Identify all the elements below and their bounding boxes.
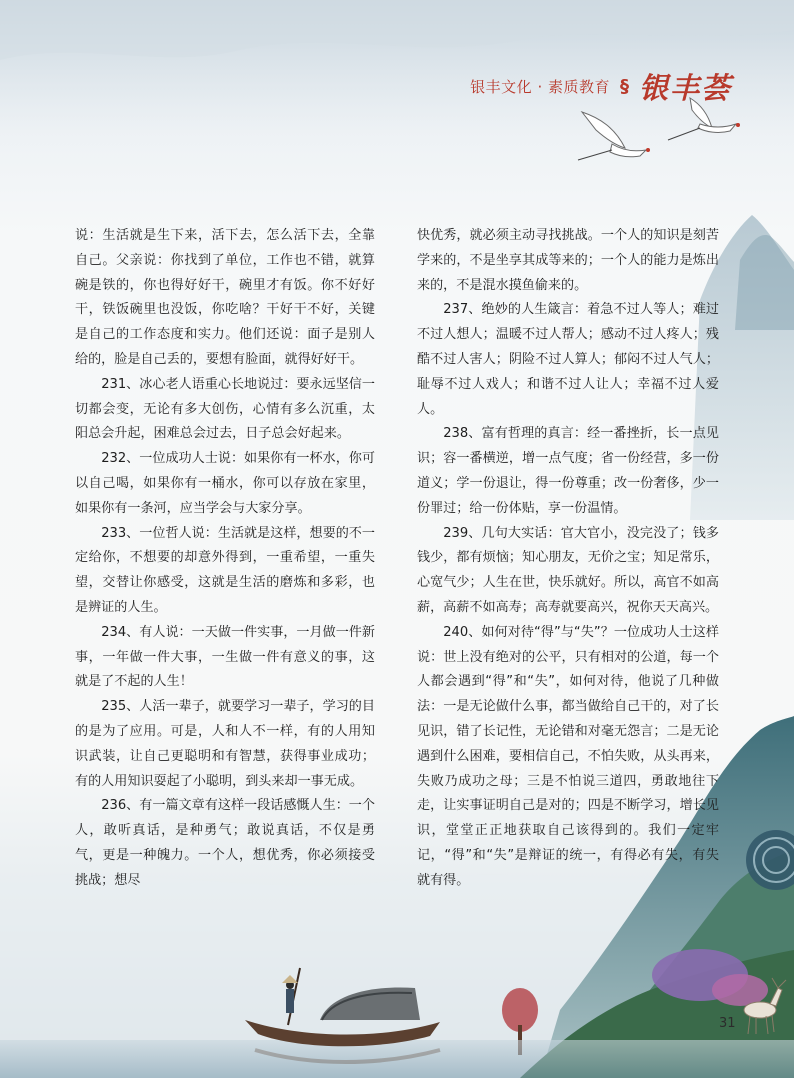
right-column (417, 224, 719, 894)
spiral-icon: § (619, 76, 629, 97)
paragraph: 234、有人说：一天做一件实事，一月做一件新事，一年做一件大事，一生做一件有意义的事，这就是了不起的人生！ (75, 624, 375, 690)
paragraph: 235、人活一辈子，就要学习一辈子，学习的目的是为了应用。可是，人和人不一样，有的人用知识武装，让自己更聪明和有智慧，获得事业成功；有的人用知识耍起了小聪明，到头来却一事无成。 (75, 699, 375, 789)
logo-calligraphy: 银丰荟 (638, 71, 732, 105)
paragraph: 240、如何对待“得”与“失”？一位成功人士这样说：世上没有绝对的公平，只有相对的公道，每一个人都会遇到“得”和“失”，如何对待，他说了几种做法：一是无论做什么事，都当做给自己干的，对了长见识，错了长记性，无论错和对毫无怨言；二是无论遇到什么困难，要相信自己，不怕失败，从头再来，失败乃成功之母；三是不怕说三道四，勇敢地往下走，让实事证明自己是对的；四是不断学习，增长见识，堂堂正正地获取自己该得到的。我们一定牢记，“得”和“失”是辩证的统一，有得必有失，有失就有得。 (417, 624, 719, 888)
brand-name: 银丰文化 · 素质教育 (470, 78, 610, 96)
paragraph: 说：生活就是生下来，活下去，怎么活下去，全靠自己。父亲说：你找到了单位，工作也不错，就算碗是铁的，你也得好好干，碗里才有饭。你不好好干，铁饭碗里也没饭，你吃啥？干好干不好，关键是自己的工作态度和实力。他们还说：面子是别人给的，脸是自己丢的，要想有脸面，就得好好干。 (75, 228, 375, 367)
left-column (75, 224, 375, 894)
paragraph: 231、冰心老人语重心长地说过：要永远坚信一切都会变，无论有多大创伤，心情有多么沉重，太阳总会升起，困难总会过去，日子总会好起来。 (75, 376, 375, 442)
page-number: 31 (719, 1016, 736, 1031)
header-brand (470, 66, 732, 107)
paragraph: 239、几句大实话：官大官小，没完没了；钱多钱少，都有烦恼；知心朋友，无价之宝；知足常乐，心宽气少；人生在世，快乐就好。所以，高官不如高薪，高薪不如高寿；高寿就要高兴，祝你天天高兴。 (417, 525, 719, 615)
paragraph: 232、一位成功人士说：如果你有一杯水，你可以自己喝，如果你有一桶水，你可以存放在家里，如果你有一条河，应当学会与大家分享。 (75, 451, 375, 516)
paragraph: 237、绝妙的人生箴言：着急不过人等人；难过不过人想人；温暖不过人帮人；感动不过人疼人；残酷不过人害人；阴险不过人算人；郁闷不过人气人；耻辱不过人戏人；和谐不过人让人；幸福不过人爱人。 (417, 302, 719, 417)
paragraph: 233、一位哲人说：生活就是这样，想要的不一定给你，不想要的却意外得到，一重希望，一重失望，交替让你感受，这就是生活的磨炼和多彩，也是辨证的人生。 (75, 525, 375, 615)
paragraph: 快优秀，就必须主动寻找挑战。一个人的知识是刻苦学来的，不是坐享其成等来的；一个人的能力是炼出来的，不是混水摸鱼偷来的。 (417, 228, 719, 293)
paragraph: 236、有一篇文章有这样一段话感慨人生：一个人，敢听真话，是种勇气；敢说真话，不仅是勇气，更是一种魄力。一个人，想优秀，你必须接受挑战；想尽 (75, 798, 375, 888)
paragraph: 238、富有哲理的真言：经一番挫折，长一点见识；容一番横逆，增一点气度；省一份经营，多一份道义；学一份退让，得一份尊重；改一份奢侈，少一份罪过；给一份体贴，享一份温情。 (417, 426, 719, 516)
